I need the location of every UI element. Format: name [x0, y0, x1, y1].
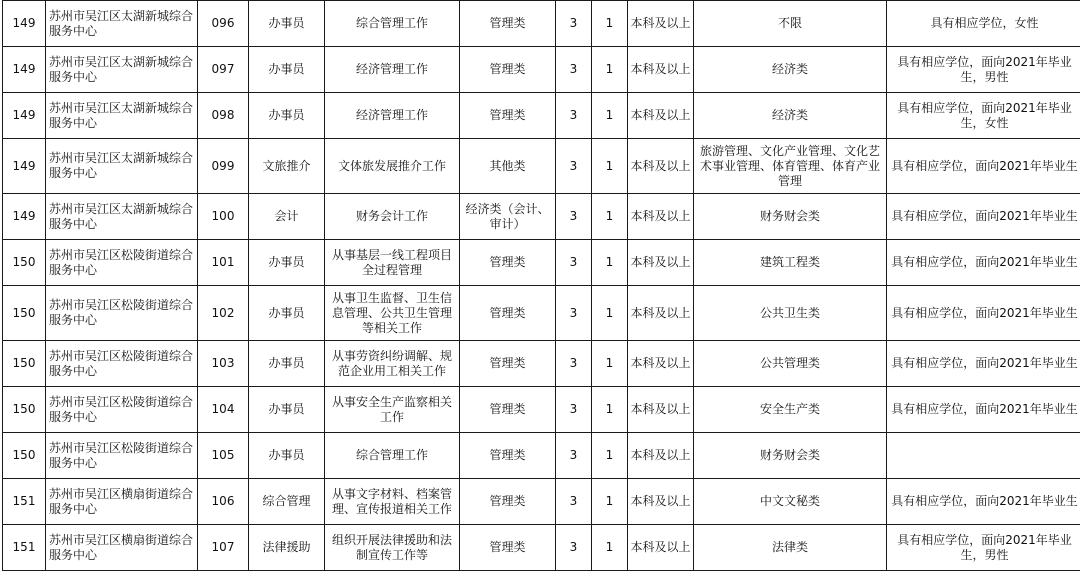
- education-cell: 本科及以上: [628, 93, 694, 139]
- duties-cell: 综合管理工作: [325, 1, 460, 47]
- other-requirements-cell: [887, 433, 1080, 479]
- table-row: [3, 93, 1080, 139]
- table-row: [3, 286, 1080, 341]
- category-cell: 管理类: [460, 479, 556, 525]
- major-cell: 财务财会类: [694, 194, 887, 240]
- count-cell: 1: [592, 341, 628, 387]
- unit-name-cell: 苏州市吴江区太湖新城综合服务中心: [46, 139, 198, 194]
- recruitment-table: [2, 0, 1080, 571]
- education-cell: 本科及以上: [628, 240, 694, 286]
- duties-cell: 文体旅发展推介工作: [325, 139, 460, 194]
- unit-name-cell: 苏州市吴江区松陵街道综合服务中心: [46, 433, 198, 479]
- ratio-cell: 3: [556, 1, 592, 47]
- duties-cell: 从事安全生产监察相关工作: [325, 387, 460, 433]
- post-code-cell: 107: [198, 525, 249, 571]
- education-cell: 本科及以上: [628, 47, 694, 93]
- post-code-cell: 103: [198, 341, 249, 387]
- unit-name-cell: 苏州市吴江区太湖新城综合服务中心: [46, 1, 198, 47]
- ratio-cell: 3: [556, 139, 592, 194]
- education-cell: 本科及以上: [628, 479, 694, 525]
- unit-name-cell: 苏州市吴江区松陵街道综合服务中心: [46, 341, 198, 387]
- unit-name-cell: 苏州市吴江区太湖新城综合服务中心: [46, 47, 198, 93]
- ratio-cell: 3: [556, 525, 592, 571]
- other-requirements-cell: 具有相应学位，面向2021年毕业生: [887, 240, 1080, 286]
- count-cell: 1: [592, 93, 628, 139]
- unit-name-cell: 苏州市吴江区太湖新城综合服务中心: [46, 194, 198, 240]
- other-requirements-cell: 具有相应学位，面向2021年毕业生: [887, 139, 1080, 194]
- dept-code-cell: 150: [3, 286, 46, 341]
- post-code-cell: 096: [198, 1, 249, 47]
- post-name-cell: 办事员: [249, 286, 325, 341]
- post-code-cell: 100: [198, 194, 249, 240]
- education-cell: 本科及以上: [628, 194, 694, 240]
- dept-code-cell: 151: [3, 479, 46, 525]
- dept-code-cell: 150: [3, 433, 46, 479]
- education-cell: 本科及以上: [628, 1, 694, 47]
- category-cell: 其他类: [460, 139, 556, 194]
- dept-code-cell: 150: [3, 387, 46, 433]
- other-requirements-cell: 具有相应学位，面向2021年毕业生: [887, 341, 1080, 387]
- duties-cell: 从事卫生监督、卫生信息管理、公共卫生管理等相关工作: [325, 286, 460, 341]
- duties-cell: 经济管理工作: [325, 47, 460, 93]
- education-cell: 本科及以上: [628, 387, 694, 433]
- count-cell: 1: [592, 1, 628, 47]
- post-code-cell: 102: [198, 286, 249, 341]
- duties-cell: 从事基层一线工程项目全过程管理: [325, 240, 460, 286]
- count-cell: 1: [592, 525, 628, 571]
- duties-cell: 经济管理工作: [325, 93, 460, 139]
- education-cell: 本科及以上: [628, 286, 694, 341]
- table-row: [3, 194, 1080, 240]
- category-cell: 管理类: [460, 433, 556, 479]
- dept-code-cell: 149: [3, 139, 46, 194]
- category-cell: 管理类: [460, 341, 556, 387]
- major-cell: 中文文秘类: [694, 479, 887, 525]
- ratio-cell: 3: [556, 240, 592, 286]
- category-cell: 管理类: [460, 286, 556, 341]
- category-cell: 管理类: [460, 240, 556, 286]
- duties-cell: 从事文字材料、档案管理、宣传报道相关工作: [325, 479, 460, 525]
- table-row: [3, 139, 1080, 194]
- post-name-cell: 会计: [249, 194, 325, 240]
- dept-code-cell: 150: [3, 341, 46, 387]
- duties-cell: 财务会计工作: [325, 194, 460, 240]
- dept-code-cell: 149: [3, 1, 46, 47]
- count-cell: 1: [592, 194, 628, 240]
- other-requirements-cell: 具有相应学位，面向2021年毕业生: [887, 194, 1080, 240]
- dept-code-cell: 149: [3, 93, 46, 139]
- post-name-cell: 办事员: [249, 1, 325, 47]
- post-code-cell: 099: [198, 139, 249, 194]
- other-requirements-cell: 具有相应学位，女性: [887, 1, 1080, 47]
- table-row: [3, 341, 1080, 387]
- education-cell: 本科及以上: [628, 433, 694, 479]
- major-cell: 不限: [694, 1, 887, 47]
- table-body: [3, 1, 1080, 571]
- ratio-cell: 3: [556, 93, 592, 139]
- post-name-cell: 办事员: [249, 433, 325, 479]
- ratio-cell: 3: [556, 286, 592, 341]
- dept-code-cell: 149: [3, 47, 46, 93]
- duties-cell: 组织开展法律援助和法制宣传工作等: [325, 525, 460, 571]
- category-cell: 管理类: [460, 47, 556, 93]
- table-row: [3, 240, 1080, 286]
- table-row: [3, 433, 1080, 479]
- major-cell: 建筑工程类: [694, 240, 887, 286]
- other-requirements-cell: 具有相应学位，面向2021年毕业生: [887, 387, 1080, 433]
- ratio-cell: 3: [556, 433, 592, 479]
- count-cell: 1: [592, 286, 628, 341]
- ratio-cell: 3: [556, 479, 592, 525]
- unit-name-cell: 苏州市吴江区横扇街道综合服务中心: [46, 479, 198, 525]
- other-requirements-cell: 具有相应学位，面向2021年毕业生，男性: [887, 47, 1080, 93]
- post-code-cell: 105: [198, 433, 249, 479]
- post-code-cell: 106: [198, 479, 249, 525]
- major-cell: 旅游管理、文化产业管理、文化艺术事业管理、体育管理、体育产业管理: [694, 139, 887, 194]
- category-cell: 管理类: [460, 387, 556, 433]
- education-cell: 本科及以上: [628, 139, 694, 194]
- other-requirements-cell: 具有相应学位，面向2021年毕业生，男性: [887, 525, 1080, 571]
- table-row: [3, 1, 1080, 47]
- major-cell: 法律类: [694, 525, 887, 571]
- major-cell: 公共管理类: [694, 341, 887, 387]
- count-cell: 1: [592, 433, 628, 479]
- category-cell: 管理类: [460, 1, 556, 47]
- post-name-cell: 法律援助: [249, 525, 325, 571]
- post-code-cell: 104: [198, 387, 249, 433]
- ratio-cell: 3: [556, 194, 592, 240]
- ratio-cell: 3: [556, 341, 592, 387]
- post-code-cell: 098: [198, 93, 249, 139]
- post-name-cell: 办事员: [249, 93, 325, 139]
- education-cell: 本科及以上: [628, 525, 694, 571]
- count-cell: 1: [592, 479, 628, 525]
- unit-name-cell: 苏州市吴江区松陵街道综合服务中心: [46, 240, 198, 286]
- other-requirements-cell: 具有相应学位，面向2021年毕业生: [887, 286, 1080, 341]
- unit-name-cell: 苏州市吴江区松陵街道综合服务中心: [46, 387, 198, 433]
- table-row: [3, 387, 1080, 433]
- table-row: [3, 479, 1080, 525]
- other-requirements-cell: 具有相应学位，面向2021年毕业生: [887, 479, 1080, 525]
- table-row: [3, 47, 1080, 93]
- unit-name-cell: 苏州市吴江区松陵街道综合服务中心: [46, 286, 198, 341]
- dept-code-cell: 149: [3, 194, 46, 240]
- post-name-cell: 办事员: [249, 341, 325, 387]
- dept-code-cell: 151: [3, 525, 46, 571]
- duties-cell: 从事劳资纠纷调解、规范企业用工相关工作: [325, 341, 460, 387]
- category-cell: 经济类（会计、审计）: [460, 194, 556, 240]
- unit-name-cell: 苏州市吴江区横扇街道综合服务中心: [46, 525, 198, 571]
- category-cell: 管理类: [460, 93, 556, 139]
- post-name-cell: 办事员: [249, 47, 325, 93]
- post-name-cell: 办事员: [249, 387, 325, 433]
- count-cell: 1: [592, 139, 628, 194]
- education-cell: 本科及以上: [628, 341, 694, 387]
- dept-code-cell: 150: [3, 240, 46, 286]
- table-row: [3, 525, 1080, 571]
- post-name-cell: 综合管理: [249, 479, 325, 525]
- post-name-cell: 文旅推介: [249, 139, 325, 194]
- count-cell: 1: [592, 387, 628, 433]
- post-name-cell: 办事员: [249, 240, 325, 286]
- major-cell: 财务财会类: [694, 433, 887, 479]
- count-cell: 1: [592, 47, 628, 93]
- major-cell: 经济类: [694, 47, 887, 93]
- post-code-cell: 097: [198, 47, 249, 93]
- duties-cell: 综合管理工作: [325, 433, 460, 479]
- count-cell: 1: [592, 240, 628, 286]
- unit-name-cell: 苏州市吴江区太湖新城综合服务中心: [46, 93, 198, 139]
- ratio-cell: 3: [556, 387, 592, 433]
- category-cell: 管理类: [460, 525, 556, 571]
- post-code-cell: 101: [198, 240, 249, 286]
- major-cell: 公共卫生类: [694, 286, 887, 341]
- other-requirements-cell: 具有相应学位，面向2021年毕业生，女性: [887, 93, 1080, 139]
- ratio-cell: 3: [556, 47, 592, 93]
- major-cell: 经济类: [694, 93, 887, 139]
- major-cell: 安全生产类: [694, 387, 887, 433]
